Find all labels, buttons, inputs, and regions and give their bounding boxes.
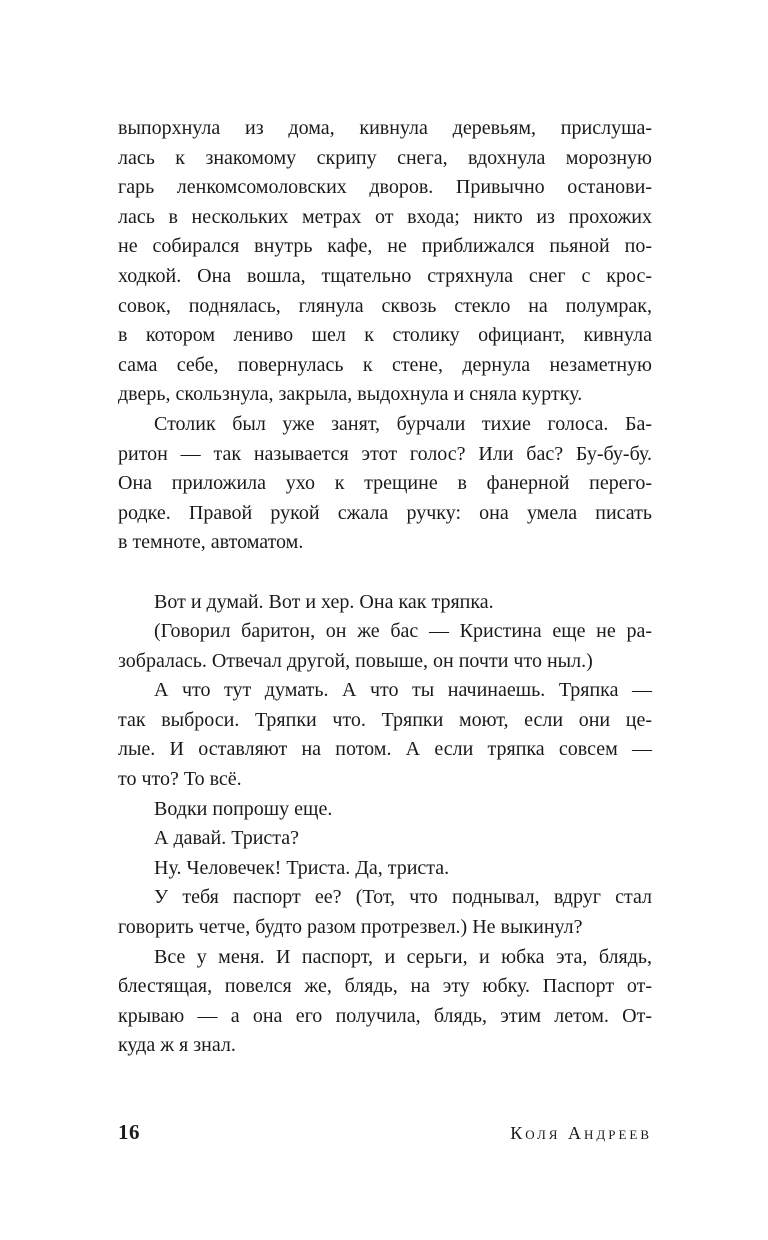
text-line: не собирался внутрь кафе, не приближался пьяной по- [118,235,652,258]
text-line: Водки попрошу еще. [154,797,333,820]
text-line: крываю — а она его получила, блядь, этим летом. От- [118,1004,652,1027]
text-line: зобралась. Отвечал другой, повыше, он почти что ныл.) [118,649,593,672]
text-line: ритон — так называется этот голос? Или бас? Бу-бу-бу. [118,442,652,465]
paragraph [118,854,652,884]
text-line: совок, поднялась, глянула сквозь стекло на полумрак, [118,294,652,317]
paragraph [118,588,652,618]
text-line: Все у меня. И паспорт, и серьги, и юбка эта, блядь, [154,945,652,968]
text-line: Вот и думай. Вот и хер. Она как тряпка. [154,590,494,613]
paragraph [118,617,652,676]
page-footer [118,1120,652,1145]
paragraph [118,676,652,794]
text-line: Столик был уже занят, бурчали тихие голоса. Ба- [154,412,652,435]
paragraph [118,114,652,410]
paragraph [118,795,652,825]
text-line: в темноте, автоматом. [118,531,304,554]
text-line: блестящая, повелся же, блядь, на эту юбку. Паспорт от- [118,975,652,998]
text-line: Ну. Человечек! Триста. Да, триста. [154,856,450,879]
text-line: лые. И оставляют на потом. А если тряпка совсем — [118,738,652,761]
paragraph [118,883,652,942]
text-line: сама себе, повернулась к стене, дернула незаметную [118,353,652,376]
paragraph [118,824,652,854]
paragraph [118,943,652,1061]
text-line: куда ж я знал. [118,1034,236,1057]
text-line: в котором лениво шел к столику официант, кивнула [118,324,652,347]
text-line: А давай. Триста? [154,827,300,850]
page-number: 16 [118,1120,140,1144]
text-line: ходкой. Она вошла, тщательно стряхнула снег с крос- [118,264,652,287]
text-line: Она приложила ухо к трещине в фанерной перего- [118,472,652,495]
text-line: гарь ленкомсомоловских дворов. Привычно останови- [118,176,652,199]
running-title: Коля Андреев [510,1123,652,1143]
text-line: родке. Правой рукой сжала ручку: она умела писать [118,501,652,524]
text-line: лась к знакомому скрипу снега, вдохнула морозную [118,146,652,169]
text-line: У тебя паспорт ее? (Тот, что поднывал, вдруг стал [154,886,652,909]
text-line: (Говорил баритон, он же бас — Кристина еще не ра- [154,620,652,643]
text-line: А что тут думать. А что ты начинаешь. Тряпка — [154,679,652,702]
paragraph [118,410,652,558]
text-line: так выброси. Тряпки что. Тряпки моют, если они це- [118,708,652,731]
text-block [118,114,652,1061]
text-line: говорить четче, будто разом протрезвел.) Не выкинул? [118,916,583,939]
text-line: лась в нескольких метрах от входа; никто из прохожих [118,205,652,228]
text-line: выпорхнула из дома, кивнула деревьям, прислуша- [118,117,652,139]
text-line: дверь, скользнула, закрыла, выдохнула и сняла куртку. [118,383,583,406]
text-line: то что? То всё. [118,768,242,791]
